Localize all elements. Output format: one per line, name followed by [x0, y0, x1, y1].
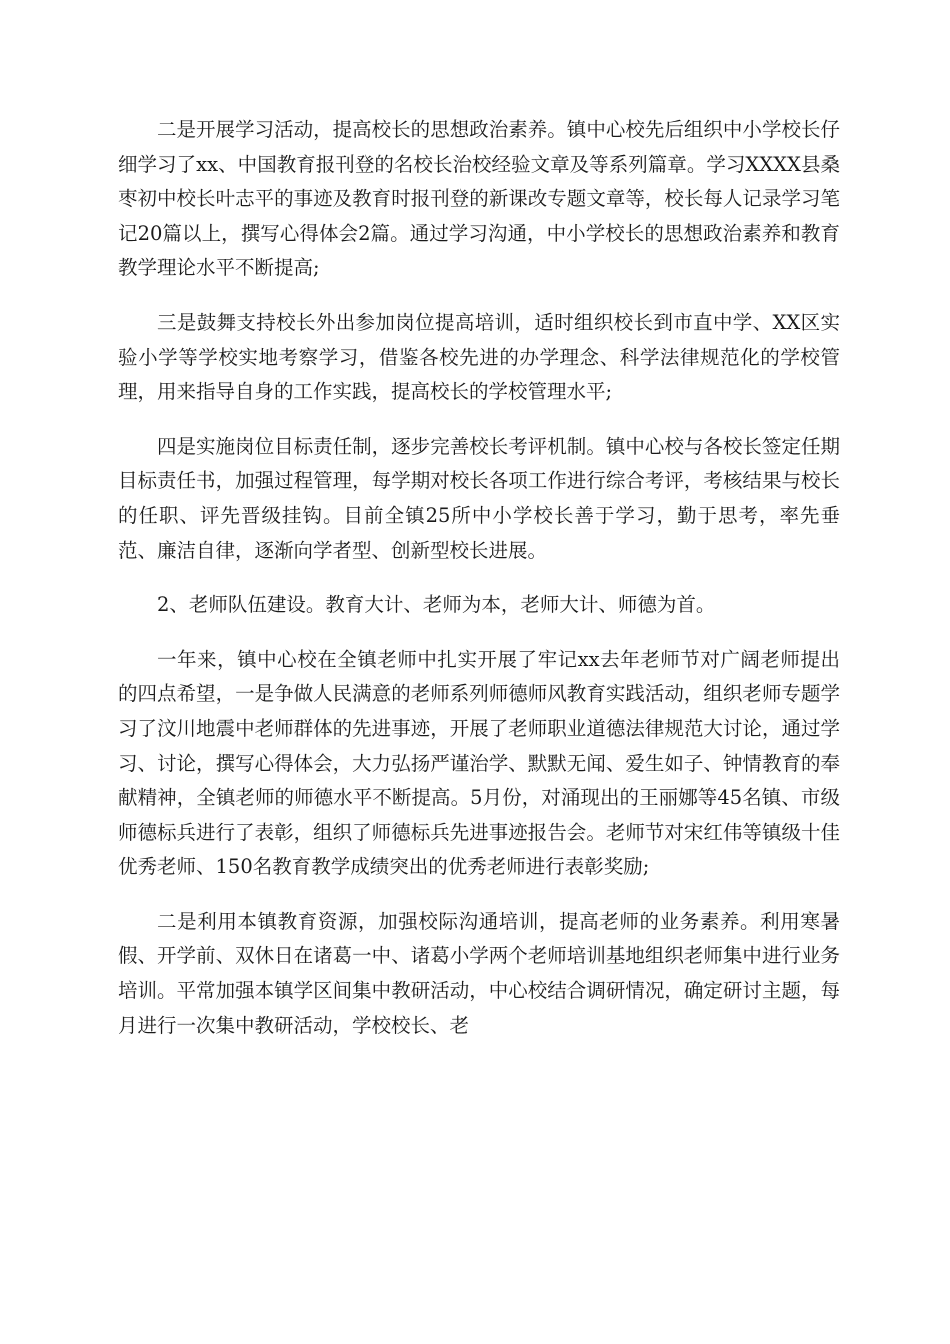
paragraph-responsibility-system: 四是实施岗位目标责任制，逐步完善校长考评机制。镇中心校与各校长签定任期目标责任书，加强过程管理，每学期对校长各项工作进行综合考评，考核结果与校长的任职、评先晋级挂钩。目前全镇25所中小学校长善于学习，勤于思考，率先垂范、廉洁自律，逐渐向学者型、创新型校长进展。 — [118, 434, 840, 562]
paragraph-teacher-team-heading: 2、老师队伍建设。教育大计、老师为本，老师大计、师德为首。 — [157, 593, 716, 617]
document-body — [118, 113, 840, 1043]
paragraph-teacher-ethics: 一年来，镇中心校在全镇老师中扎实开展了牢记xx去年老师节对广阔老师提出的四点希望，一是争做人民满意的老师系列师德师风教育实践活动，组织老师专题学习了汶川地震中老师群体的先进事迹，开展了老师职业道德法律规范大讨论，通过学习、讨论，撰写心得体会，大力弘扬严谨治学、默默无闻、爱生如子、钟情教育的奉献精神，全镇老师的师德水平不断提高。5月份，对涌现出的王丽娜等45名镇、市级师德标兵进行了表彰，组织了师德标兵先进事迹报告会。老师节对宋红伟等镇级十佳优秀老师、150名教育教学成绩突出的优秀老师进行表彰奖励; — [118, 647, 840, 879]
paragraph-principal-training: 三是鼓舞支持校长外出参加岗位提高培训，适时组织校长到市直中学、XX区实验小学等学校实地考察学习，借鉴各校先进的办学理念、科学法律规范化的学校管理，用来指导自身的工作实践，提高校长的学校管理水平; — [118, 310, 840, 404]
paragraph-teacher-training: 二是利用本镇教育资源，加强校际沟通培训，提高老师的业务素养。利用寒暑假、开学前、双休日在诸葛一中、诸葛小学两个老师培训基地组织老师集中进行业务培训。平常加强本镇学区间集中教研活动，中心校结合调研情况，确定研讨主题，每月进行一次集中教研活动，学校校长、老 — [118, 909, 840, 1037]
paragraph-principal-study: 二是开展学习活动，提高校长的思想政治素养。镇中心校先后组织中小学校长仔细学习了xx、中国教育报刊登的名校长治校经验文章及等系列篇章。学习XXXX县桑枣初中校长叶志平的事迹及教育时报刊登的新课改专题文章等，校长每人记录学习笔记20篇以上，撰写心得体会2篇。通过学习沟通，中小学校长的思想政治素养和教育教学理论水平不断提高; — [118, 118, 840, 280]
